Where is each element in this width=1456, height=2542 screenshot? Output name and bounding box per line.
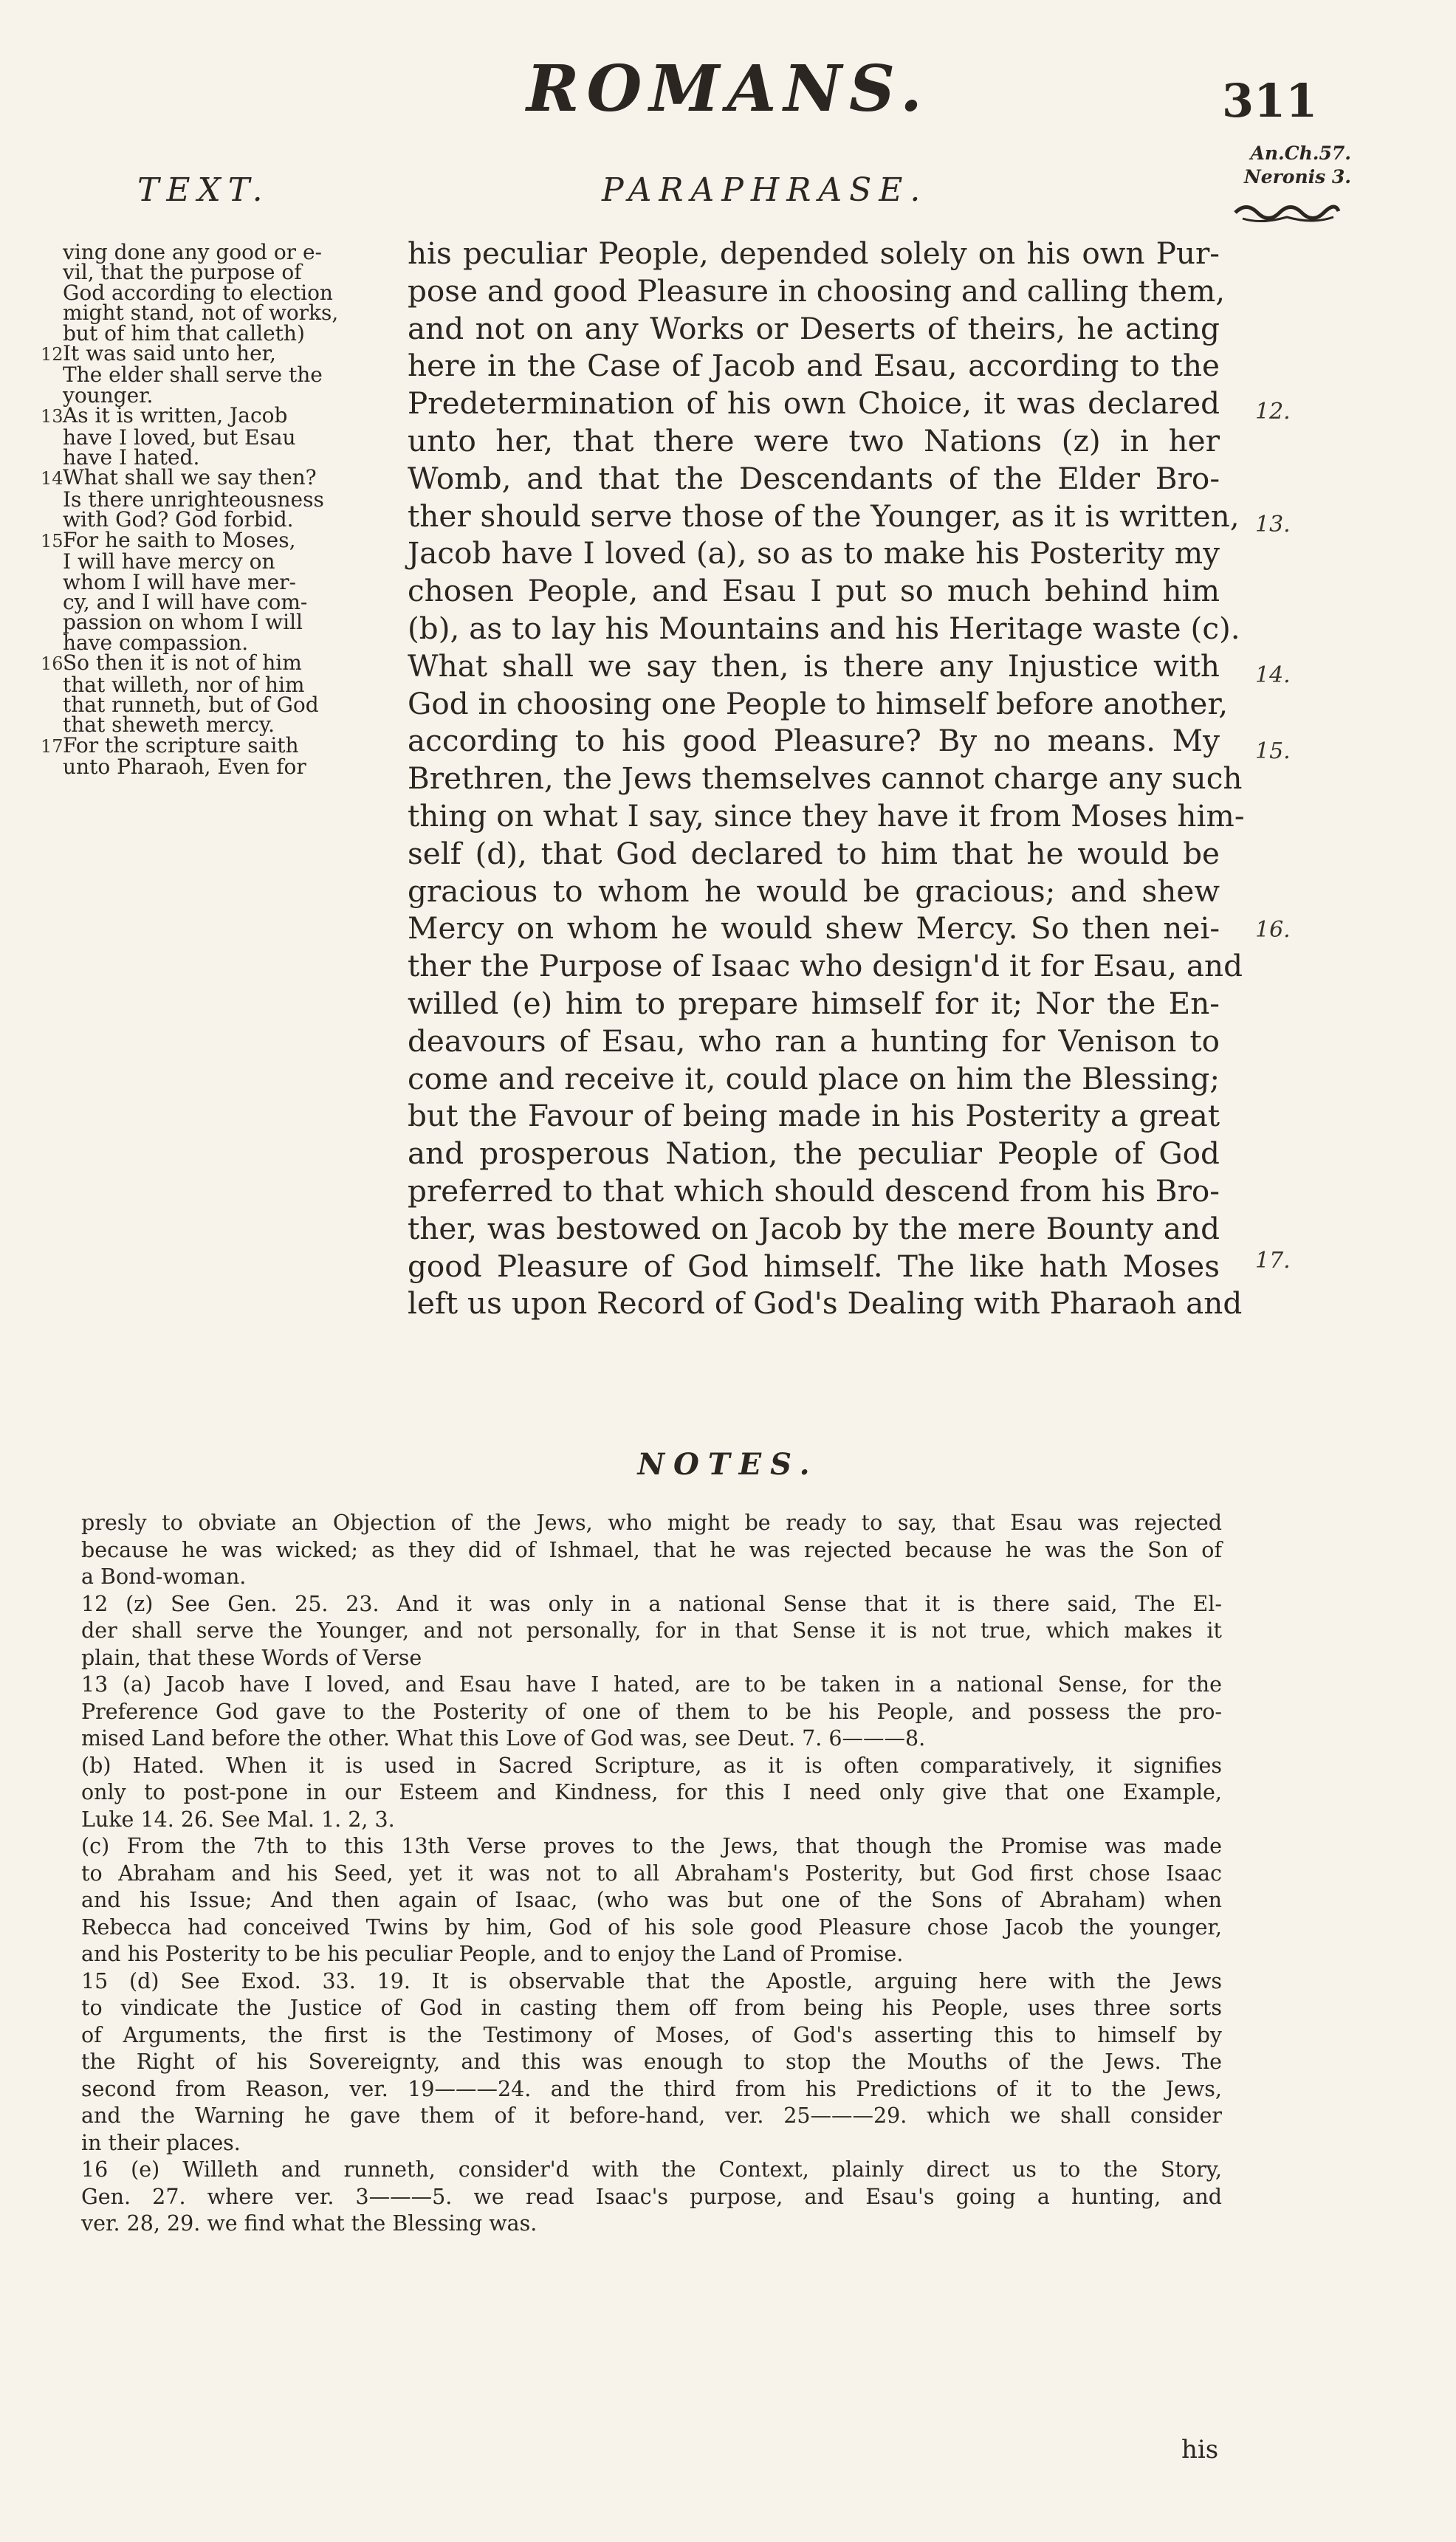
note-line: and his Issue; And then again of Isaac, (who was but one of the Sons of Abraham) when (81, 1888, 1222, 1912)
note-line: to vindicate the Justice of God in casting them off from being his People, uses three sorts (81, 1996, 1222, 2020)
paraphrase-line: according to his good Pleasure? By no means. My (408, 723, 1220, 759)
margin-verse-number: 13. (1255, 512, 1291, 537)
text-line (41, 732, 388, 758)
margin-verse-number: 16. (1255, 917, 1291, 943)
paraphrase-line: ther, was bestowed on Jacob by the mere Bounty and (408, 1210, 1220, 1246)
text-line-content: cy, and I will have com- (63, 589, 308, 614)
text-line-content: whom I will have mer- (63, 569, 296, 594)
verse-number: 14 (41, 468, 63, 489)
verse-number: 12 (41, 344, 63, 365)
text-line (41, 467, 388, 489)
paraphrase-line: Brethren, the Jews themselves cannot charge any such (408, 760, 1243, 797)
note-line: 15 (d) See Exod. 33. 19. It is observable that the Apostle, arguing here with the Jews (81, 1968, 1222, 1993)
text-line (41, 445, 388, 470)
text-line (41, 343, 388, 365)
text-line (41, 280, 388, 305)
text-line-content: passion on whom I will (63, 610, 303, 635)
text-line-content: vil, that the purpose of (63, 260, 302, 285)
text-line-content: Is there unrighteousness (63, 487, 324, 512)
text-line-content: have I hated. (63, 445, 200, 470)
note-line: second from Reason, ver. 19———24. and the third from his Predictions of it to the Jews, (81, 2076, 1222, 2101)
paraphrase-line: left us upon Record of God's Dealing with Pharaoh and (408, 1285, 1243, 1322)
text-line (41, 507, 388, 532)
text-line (41, 527, 388, 552)
notes-heading: NOTES. (637, 1447, 819, 1482)
margin-verse-number: 15. (1255, 738, 1291, 764)
margin-verse-number: 12. (1255, 399, 1291, 425)
text-line-content: have compassion. (63, 630, 249, 655)
text-line-content: It was said unto her, (63, 341, 276, 366)
paraphrase-line: ther the Purpose of Isaac who design'd it for Esau, and (408, 948, 1243, 984)
note-line: presly to obviate an Objection of the Jews, who might be ready to say, that Esau was rejected (81, 1511, 1222, 1535)
note-line: the Right of his Sovereignty, and this was enough to stop the Mouths of the Jews. The (81, 2050, 1222, 2074)
text-line (41, 487, 388, 512)
paraphrase-line: self (d), that God declared to him that he would be (408, 835, 1220, 871)
paraphrase-line: Mercy on whom he would shew Mercy. So then nei- (408, 910, 1220, 947)
note-line: Luke 14. 26. See Mal. 1. 2, 3. (81, 1807, 395, 1832)
text-line (41, 692, 388, 717)
text-line (41, 382, 388, 408)
paraphrase-line: and not on any Works or Deserts of theirs, he acting (408, 310, 1220, 346)
text-line (41, 630, 388, 655)
text-line (41, 712, 388, 738)
paraphrase-heading: PARAPHRASE. (602, 171, 928, 209)
text-line-content: What shall we say then? (63, 465, 317, 490)
text-line-content: but of him that calleth) (63, 320, 305, 346)
paraphrase-line: pose and good Pleasure in choosing and calling them, (408, 272, 1226, 309)
note-line: Preference God gave to the Posterity of one of them to be his People, and possess the pro- (81, 1699, 1222, 1724)
note-line: and his Posterity to be his peculiar People, and to enjoy the Land of Promise. (81, 1942, 904, 1966)
text-line-content: with God? God forbid. (63, 507, 294, 532)
paraphrase-line: but the Favour of being made in his Posterity a great (408, 1098, 1220, 1134)
text-line (41, 320, 388, 346)
text-line (41, 672, 388, 697)
text-line (41, 300, 388, 326)
margin-verse-number: 17. (1255, 1248, 1291, 1274)
running-title: ROMANS. (526, 52, 930, 126)
paraphrase-line: deavours of Esau, who ran a hunting for Venison to (408, 1023, 1220, 1059)
text-line (41, 569, 388, 594)
note-line: 12 (z) See Gen. 25. 23. And it was only in a national Sense that it is there said, The El- (81, 1591, 1222, 1616)
note-line: only to post-pone in our Esteem and Kindness, for this I need only give that one Example, (81, 1780, 1222, 1804)
date-note (1211, 142, 1351, 189)
text-line (41, 610, 388, 635)
paraphrase-line: gracious to whom he would be gracious; and shew (408, 873, 1220, 909)
text-column (41, 240, 388, 780)
text-line (41, 425, 388, 450)
paraphrase-column (408, 235, 1245, 1322)
paraphrase-line: good Pleasure of God himself. The like hath Moses (408, 1248, 1220, 1284)
page-number: 311 (1222, 74, 1318, 128)
date-note-line-1: An.Ch.57. (1250, 142, 1351, 164)
text-line-content: ving done any good or e- (63, 240, 322, 264)
verse-number: 16 (41, 653, 63, 675)
text-line-content: that runneth, but of God (63, 692, 319, 717)
paraphrase-line: and prosperous Nation, the peculiar People of God (408, 1136, 1220, 1172)
paraphrase-line: willed (e) him to prepare himself for it; Nor the En- (408, 985, 1220, 1021)
text-column-heading: TEXT. (137, 171, 270, 209)
paraphrase-line: What shall we say then, is there any Injustice with (408, 647, 1220, 684)
text-line-content: I will have mercy on (63, 549, 275, 574)
margin-verse-number: 14. (1255, 662, 1291, 688)
note-line: mised Land before the other. What this Love of God was, see Deut. 7. 6———8. (81, 1726, 926, 1751)
note-line: 13 (a) Jacob have I loved, and Esau have I hated, are to be taken in a national Sense, for the (81, 1672, 1222, 1697)
note-line: Rebecca had conceived Twins by him, God of his sole good Pleasure chose Jacob the younger, (81, 1914, 1222, 1940)
paraphrase-line: come and receive it, could place on him the Blessing; (408, 1060, 1220, 1096)
text-line-content: The elder shall serve the (63, 363, 323, 388)
text-line-content: For he saith to Moses, (63, 527, 296, 552)
text-line (41, 589, 388, 614)
text-line-content: that willeth, nor of him (63, 672, 305, 697)
date-note-line-2: Neronis 3. (1243, 166, 1351, 188)
note-line: plain, that these Words of Verse (81, 1645, 422, 1670)
paraphrase-line: thing on what I say, since they have it from Moses him- (408, 797, 1245, 834)
text-line (41, 549, 388, 574)
paraphrase-line: here in the Case of Jacob and Esau, according to the (408, 348, 1220, 384)
note-line: and the Warning he gave them of it before-hand, ver. 25———29. which we shall consider (81, 2103, 1222, 2128)
note-line: to Abraham and his Seed, yet it was not to all Abraham's Posterity, but God first chose Isaac (81, 1861, 1222, 1886)
text-line (41, 755, 388, 780)
text-line-content: God according to election (63, 280, 333, 305)
text-line (41, 260, 388, 285)
text-line-content: unto Pharaoh, Even for (63, 755, 306, 780)
note-line: of Arguments, the first is the Testimony of Moses, of God's asserting this to himself by (81, 2022, 1222, 2047)
note-line: (c) From the 7th to this 13th Verse proves to the Jews, that though the Promise was made (81, 1834, 1222, 1858)
text-line-content: might stand, not of works, (63, 300, 339, 326)
paraphrase-line: unto her, that there were two Nations (z) in her (408, 422, 1220, 458)
note-line: Gen. 27. where ver. 3———5. we read Isaac's purpose, and Esau's going a hunting, and (81, 2184, 1222, 2209)
text-line (41, 363, 388, 388)
verse-number: 17 (41, 735, 63, 757)
paraphrase-line: (b), as to lay his Mountains and his Heritage waste (c). (408, 610, 1240, 646)
text-line-content: that sheweth mercy. (63, 712, 275, 738)
note-line: 16 (e) Willeth and runneth, consider'd with the Context, plainly direct us to the Story, (81, 2157, 1222, 2182)
text-line (41, 405, 388, 427)
ornament-flourish-icon (1232, 198, 1342, 227)
text-line-content: So then it is not of him (63, 650, 302, 676)
text-line (41, 650, 388, 676)
note-line: because he was wicked; as they did of Ishmael, that he was rejected because he was the Son of (81, 1537, 1222, 1562)
text-line-content: For the scripture saith (63, 732, 299, 758)
paraphrase-line: Womb, and that the Descendants of the Elder Bro- (408, 460, 1220, 496)
paraphrase-line: God in choosing one People to himself before another, (408, 685, 1229, 721)
text-line (41, 242, 388, 262)
paraphrase-line: Jacob have I loved (a), so as to make his Posterity my (408, 535, 1220, 571)
text-line-content: younger. (63, 382, 154, 408)
note-line: der shall serve the Younger, and not personally, for in that Sense it is not true, which makes it (81, 1618, 1222, 1643)
text-line-content: As it is written, Jacob (63, 403, 288, 428)
paraphrase-line: preferred to that which should descend from his Bro- (408, 1172, 1220, 1209)
verse-number: 15 (41, 530, 63, 552)
text-line-content: have I loved, but Esau (63, 425, 296, 450)
paraphrase-line: chosen People, and Esau I put so much behind him (408, 573, 1220, 609)
verse-number: 13 (41, 406, 63, 427)
note-line: ver. 28, 29. we find what the Blessing was. (81, 2211, 538, 2236)
note-line: (b) Hated. When it is used in Sacred Scripture, as it is often comparatively, it signifies (81, 1753, 1222, 1778)
catchword: his (1181, 2435, 1219, 2464)
note-line: in their places. (81, 2130, 241, 2155)
paraphrase-line: Predetermination of his own Choice, it was declared (408, 385, 1220, 422)
notes-body (81, 1510, 1222, 2238)
paraphrase-line: his peculiar People, depended solely on his own Pur- (408, 236, 1220, 271)
paraphrase-line: ther should serve those of the Younger, as it is written, (408, 498, 1240, 534)
note-line: a Bond-woman. (81, 1564, 247, 1589)
